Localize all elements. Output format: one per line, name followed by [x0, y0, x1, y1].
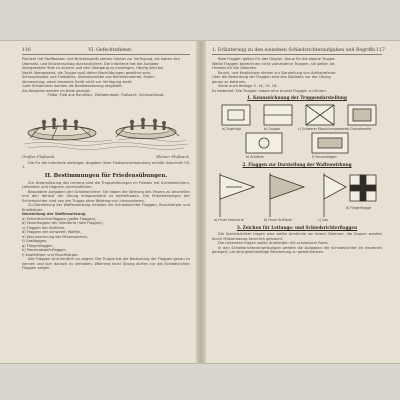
caption-large-raft: Großer Floßsack. [22, 153, 56, 159]
right-line-4: Rauch- und Knallkörper dienen zur Darstellung von Artilleriefeuer. [218, 70, 337, 75]
figure1-troop-markers [212, 102, 382, 160]
list-item-i: i) Knallkörper und Rauchkörper. [22, 252, 79, 257]
right-running-head [212, 47, 385, 55]
left-page-number: 116 [22, 48, 31, 53]
fig1-label-e: e) Artillerie [246, 155, 264, 159]
right-line-6: genau zu belehren. [212, 79, 247, 84]
left-paragraph-1: Zur Unterstützung des Lehrens sind die Truppenübungen im Frieden mit Schiedsrichtern, Leitenden und Gegnern durchzuführen. [22, 180, 190, 189]
left-running-head [22, 47, 190, 55]
left-line-6: Verwendung, wenn besseres Gerät nicht zur Verfügung steht. [22, 79, 133, 84]
left-running-title: VI. Gefechtsdienst. [88, 48, 133, 53]
left-line-2: Übersetz- und Brückenschlag durchzuführen. Die Infanterie hat die Aufgabe [22, 61, 159, 66]
illustration-captions [22, 154, 190, 159]
marker-artillerie [246, 133, 282, 153]
right-line-2: Weiße Flaggen bezeichnen nicht vorhandene Truppen, sie gelten als [212, 61, 335, 66]
list-heading: Darstellung der Waffenwirkung [22, 212, 86, 216]
left-closing-paragraph: Alle Flaggen sind deutlich zu zeigen. Die Truppe hat die Bedeutung der Flaggen genau zu kennen und sich danach zu verhalten. Während einer Übung dürfen nur die Schiedsrichter Flaggen zeigen. [22, 257, 190, 270]
book-gutter [196, 41, 206, 363]
large-raft-boat [28, 117, 96, 139]
fig1-label-c: c) Schwerer Maschinengewehr [298, 127, 347, 131]
right-bottom-paragraph-1: Die Schiedsrichter tragen eine weiße Armbinde am linken Oberarm, die Gegner werden durch Mützenbezug kenntlich gemacht. [212, 232, 382, 241]
fig2-label-a: a) Feuer Infanterie [214, 218, 244, 222]
list-item-g: g) Fliegerflaggen, [22, 243, 54, 248]
left-indented-example: Flöße, Floß aus Rundholz, Zeltbahnboot, Floßsack, Schlauchboot. [47, 93, 165, 97]
left-paragraph-2: Besondere Aufgaben der Schiedsrichter: Sie haben die Wirkung des Feuers zu beurteilen und den Verlauf der Übung entsprechend zu beeinflussen. Die Entscheidungen der Schiedsrichter sind von der Truppe ohne Widerspruch hinzunehmen. [22, 189, 190, 203]
marker-zugtrupp [222, 105, 250, 125]
water-lines [24, 138, 188, 149]
right-bottom-paragraph-3: In den Schiedsrichteranweisungen werden die Aufgaben der Schiedsrichter im einzelnen geregelt, um eine gleichmäßige Beurteilung zu gewährleisten. [212, 245, 382, 254]
left-line-5: Schlauchboote und Floßsäcke, Übersetzmittel aus Behelfsmaterial, finden [22, 75, 155, 79]
book-spread [0, 40, 400, 364]
fig1-label-f: f) Panzerwagen [312, 155, 337, 159]
left-page [22, 47, 190, 357]
flag-feuer-artillerie [270, 175, 304, 199]
left-line-4: Nacht übergesetzt, die Truppe muß daher Nachtübungen gewöhnt sein. [22, 70, 152, 75]
section-heading: II. Bestimmungen für Friedensübungen. [44, 172, 168, 179]
figure2-title: 2. Flaggen zur Darstellung der Waffenwirkung [242, 162, 352, 167]
left-paragraph-3: Zu Darstellung der Waffenwirkung erhalten die Schiedsrichter Flaggen, Rauchkörper und Knallkörper. [22, 203, 190, 212]
right-page [212, 47, 385, 357]
list-item-e: e) Kennzeichnung der Minensperren, [22, 234, 89, 239]
left-line-8: Als Beispiele werden im Bilde gezeigt: [22, 88, 91, 93]
right-page-number: 117 [376, 48, 385, 53]
left-line-1: Pioniere mit Stoffbooten und Brückengerät stehen hierbei zur Verfügung, sie haben den [22, 57, 180, 61]
list-item-a: a) Schiedsrichterflaggen (gelbe Flaggen), [22, 216, 97, 221]
flag-gas [324, 175, 346, 199]
list-item-f: f) Gasflaggen, [22, 239, 48, 243]
list-item-c: c) Flaggen der Artillerie, [22, 225, 66, 230]
fig1-label-a: a) Zugtrupp [222, 127, 242, 131]
right-line-5: Über die Bedeutung der Flaggen sind alle Soldaten vor der Übung [212, 75, 331, 79]
caption-small-raft: Kleiner Floßsack. [156, 153, 190, 159]
fig2-label-c: c) Gas [318, 218, 329, 222]
list-item-h: h) Panzerabwehrflaggen. [22, 248, 67, 252]
figure2-weapon-flags [212, 169, 382, 223]
left-line-7: Gute Schwimmer werden als Bootsbesatzung eingeteilt. [22, 84, 123, 88]
small-raft-boat [116, 117, 179, 138]
right-bottom-paragraph-2: Die Leitenden tragen weiße Armbinden mit schwarzem Rand. [218, 241, 329, 245]
left-line-3: übergesetzte Teile zu sichern und den Übergang zu erzwingen. Häufig wird bei [22, 66, 164, 70]
right-line-3: Hinweis für die Übenden. [212, 66, 258, 70]
boats-illustration [22, 100, 190, 152]
right-line-7: Siehe auch Beilage S. 14, 15, 16. [218, 84, 278, 88]
right-line-8: Es bedeutet: Die Truppen haben eine Anzahl Flaggen zu führen. [212, 88, 327, 93]
figure3-title: 3. Zeichen für Leitungs- und Schiedsrichterflaggen [236, 225, 358, 230]
fig1-label-d: d) Granatwerfer [346, 127, 372, 131]
fig2-label-d: d) Fliegerflagge [346, 206, 372, 210]
list-item-b: b) Feuerflaggen der Infanterie (rote Flaggen), [22, 221, 104, 225]
list-item-d: d) Flaggen der schweren Waffen, [22, 230, 82, 234]
left-after-illustration: Die für die Infanterie wichtigen Angaben über Floßsackverwendung enthält Abschnitt VII, 1. [22, 160, 190, 169]
figure1-title: 1. Kennzeichnung der Truppendarstellung [247, 95, 347, 100]
fig2-label-b: b) Feuer Artillerie [264, 218, 292, 222]
right-running-title: 1. Erläuterung zu den einzelnen Schiedsrichteraufgaben und Begriffe. [212, 48, 377, 53]
right-line-1: Rote Flaggen gelten für den Gegner, blaue für die eigene Truppe. [218, 57, 336, 61]
fig1-label-b: b) Gruppe [264, 127, 281, 131]
